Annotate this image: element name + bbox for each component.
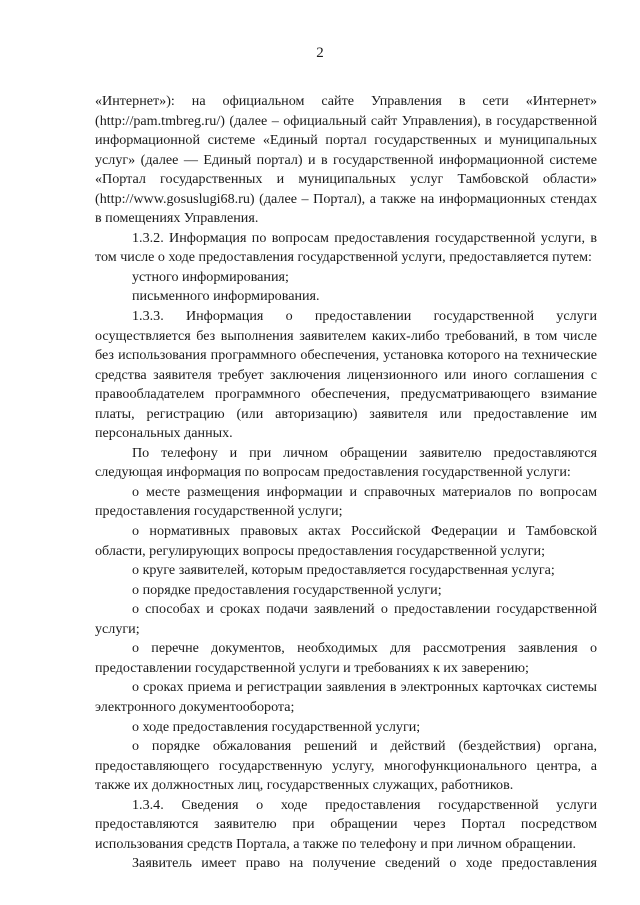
paragraph: 1.3.3. Информация о предоставлении государственной услуги осуществляется без выполнения заявителем каких-либо требований, в том числе без использования программного обеспечения, установка которого на технические средства заявителя требует заключения лицензионного или иного соглашения с правообладателем программного обеспечения, предусматривающего взимание платы, регистрацию (или авторизацию) заявителя или предоставление им персональных данных. — [95, 308, 597, 442]
paragraph: 1.3.2. Информация по вопросам предоставления государственной услуги, в том числе о ходе предоставления государственной услуги, предоставляется путем: — [95, 229, 597, 266]
paragraph: о месте размещения информации и справочных материалов по вопросам предоставления государственной услуги; — [95, 483, 597, 520]
document-body — [95, 92, 597, 874]
paragraph: о перечне документов, необходимых для рассмотрения заявления о предоставлении государственной услуги и требованиях к их заверению; — [95, 640, 597, 676]
paragraph: Заявитель имеет право на получение сведений о ходе предоставления — [132, 855, 597, 872]
paragraph: о круге заявителей, которым предоставляется государственная услуга; — [132, 562, 555, 579]
paragraph: устного информирования; — [132, 268, 289, 285]
paragraph: о порядке обжалования решений и действий (бездействия) органа, предоставляющего государственную услугу, многофункционального центра, а также их должностных лиц, государственных служащих, работников. — [95, 738, 597, 794]
paragraph: письменного информирования. — [132, 288, 320, 305]
paragraph: о сроках приема и регистрации заявления в электронных карточках системы электронного документооборота; — [95, 679, 597, 715]
paragraph: о ходе предоставления государственной услуги; — [132, 718, 421, 735]
paragraph: о способах и сроках подачи заявлений о предоставлении государственной услуги; — [95, 601, 597, 637]
page-number: 2 — [316, 45, 324, 61]
paragraph: По телефону и при личном обращении заявителю предоставляются следующая информация по вопросам предоставления государственной услуги: — [95, 444, 597, 481]
paragraph: о порядке предоставления государственной услуги; — [132, 581, 442, 598]
paragraph: 1.3.4. Сведения о ходе предоставления государственной услуги предоставляются заявителю при обращении через Портал посредством использования средств Портала, а также по телефону и при личном обращении. — [95, 796, 597, 852]
paragraph: «Интернет»): на официальном сайте Управления в сети «Интернет» (http://pam.tmbreg.ru/) (далее – официальный сайт Управления), в государственной информационной системе «Единый портал государственных и муниципальных услуг» (далее — Единый портал) и в государственной информационной системе «Портал государственных и муниципальных услуг Тамбовской области» (http://www.gosuslugi68.ru) (далее – Портал), а также на информационных стендах в помещениях Управления. — [95, 93, 597, 227]
paragraph: о нормативных правовых актах Российской Федерации и Тамбовской области, регулирующих вопросы предоставления государственной услуги; — [95, 523, 597, 559]
